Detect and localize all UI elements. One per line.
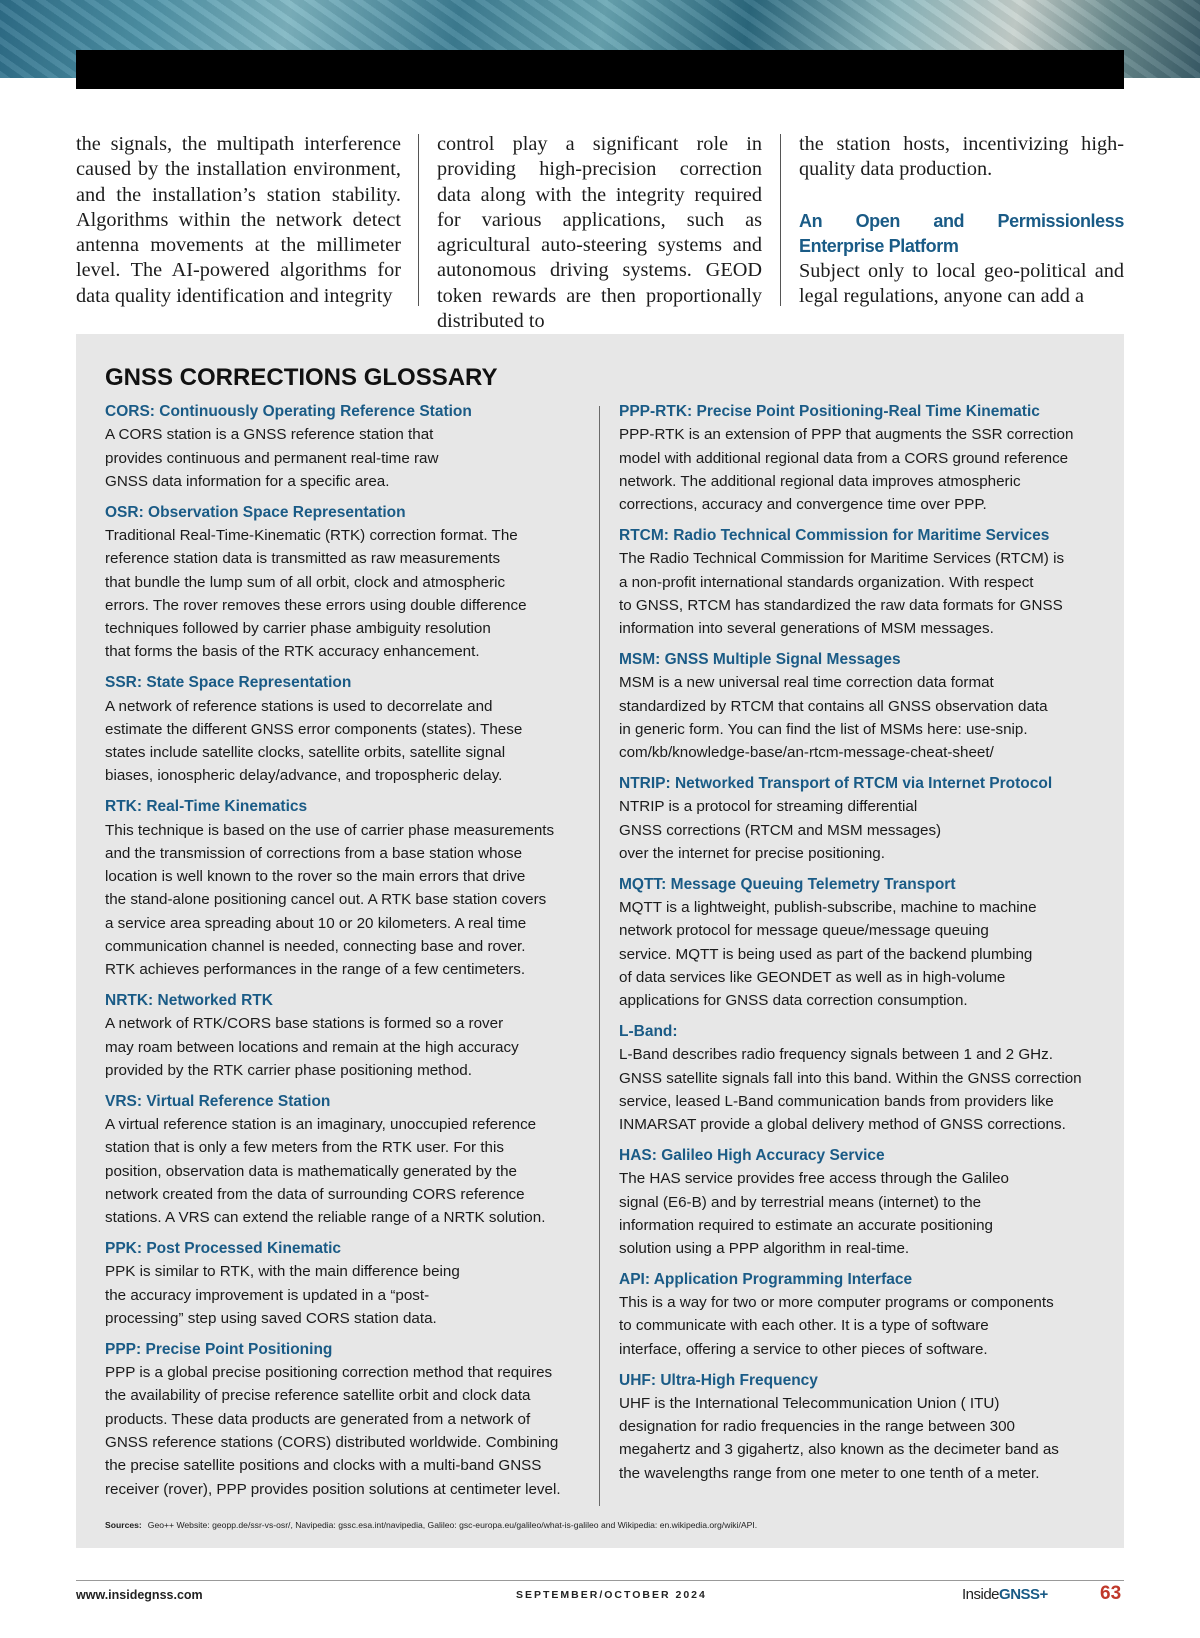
glossary-entry	[105, 671, 575, 787]
column-divider	[780, 134, 781, 306]
glossary-definition: The HAS service provides free access through the Galileo signal (E6-B) and by terrestrial means (internet) to the information required to estimate an accurate positioning solution using a PPP algorithm in real-time.	[619, 1170, 1010, 1258]
glossary-term: OSR: Observation Space Representation	[105, 503, 406, 521]
glossary-term: RTCM: Radio Technical Commission for Maritime Services	[619, 526, 1050, 544]
glossary-definition: NTRIP is a protocol for streaming differential GNSS corrections (RTCM and MSM messages) over the internet for precise positioning.	[619, 798, 942, 862]
glossary-entry	[619, 1268, 1089, 1361]
glossary-definition: PPK is similar to RTK, with the main difference being the accuracy improvement is updated in a “post- processing” step using saved CORS station data.	[105, 1263, 460, 1327]
glossary-definition: UHF is the International Telecommunication Union ( ITU) designation for radio frequencies in the range between 300 megahertz and 3 gigahertz, also known as the decimeter band as the wavelengths range from one meter to one tenth of a meter.	[619, 1394, 1059, 1482]
header-black-bar	[76, 50, 1124, 89]
glossary-term: L-Band:	[619, 1022, 678, 1040]
section-heading: An Open and Permissionless Enterprise Platform	[799, 210, 1124, 256]
glossary-entry	[619, 648, 1089, 764]
glossary-term: RTK: Real-Time Kinematics	[105, 798, 308, 816]
glossary-definition: A network of RTK/CORS base stations is formed so a rover may roam between locations and remain at the high accuracy provided by the RTK carrier phase positioning method.	[105, 1015, 519, 1080]
glossary-entry	[619, 524, 1089, 640]
sources-label: Sources:	[105, 1520, 142, 1530]
glossary-entry	[105, 1237, 575, 1330]
sources-line	[105, 1520, 757, 1530]
glossary-definition: The Radio Technical Commission for Maritime Services (RTCM) is a non-profit international standards organization. With respect to GNSS, RTCM has standardized the raw data formats for GNSS information into several generations of MSM messages.	[619, 550, 1065, 638]
footer-website: www.insidegnss.com	[76, 1588, 203, 1602]
glossary-entry	[619, 1369, 1089, 1485]
glossary-term: MSM: GNSS Multiple Signal Messages	[619, 650, 901, 668]
column-3-body: Subject only to local geo-political and legal regulations, anyone can add a	[799, 260, 1124, 308]
glossary-term: API: Application Programming Interface	[619, 1270, 913, 1288]
glossary-definition: L-Band describes radio frequency signals between 1 and 2 GHz. GNSS satellite signals fall into this band. Within the GNSS correction service, leased L-Band communication bands from providers like INMARSAT provide a global delivery method of GNSS corrections.	[619, 1046, 1082, 1134]
glossary-left-column	[105, 400, 575, 1508]
glossary-column-divider	[599, 406, 600, 1506]
footer-issue-date: SEPTEMBER/OCTOBER 2024	[516, 1589, 707, 1601]
glossary-entry	[105, 1338, 575, 1501]
glossary-definition: PPP is a global precise positioning correction method that requires the availability of precise reference satellite orbit and clock data products. These data products are generated from a network of GNSS reference stations (CORS) distributed worldwide. Combining the precise satellite positions and clocks with a multi-band GNSS receiver (rover), PPP provides position solutions at centimeter level.	[105, 1364, 561, 1498]
glossary-term: MQTT: Message Queuing Telemetry Transport	[619, 875, 956, 893]
glossary-entry	[619, 1020, 1089, 1136]
glossary-definition: A virtual reference station is an imaginary, unoccupied reference station that is only a few meters from the RTK user. For this position, observation data is mathematically generated by the network created from the data of surrounding CORS reference stations. A VRS can extend the reliable range of a NRTK solution.	[105, 1116, 546, 1227]
glossary-entry	[619, 1144, 1089, 1260]
glossary-entry	[619, 400, 1089, 516]
glossary-term: UHF: Ultra-High Frequency	[619, 1371, 818, 1389]
glossary-term: HAS: Galileo High Accuracy Service	[619, 1146, 885, 1164]
column-divider	[418, 134, 419, 306]
article-body	[76, 132, 1124, 333]
glossary-definition: MQTT is a lightweight, publish-subscribe, machine to machine network protocol for message queue/message queuing service. MQTT is being used as part of the backend plumbing of data services like GEONDET as well as in high-volume applications for GNSS data correction consumption.	[619, 898, 1037, 1010]
column-3-intro: the station hosts, incentivizing high-quality data production.	[799, 133, 1124, 181]
glossary-entry	[619, 873, 1089, 1013]
glossary-definition: A network of reference stations is used to decorrelate and estimate the different GNSS error components (states). These states include satellite clocks, satellite orbits, satellite signal biases, ionospheric delay/advance, and tropospheric delay.	[105, 697, 523, 785]
glossary-term: PPP: Precise Point Positioning	[105, 1340, 333, 1358]
glossary-term: PPP-RTK: Precise Point Positioning-Real Time Kinematic	[619, 403, 1040, 420]
page-number: 63	[1100, 1583, 1122, 1604]
glossary-term: NTRIP: Networked Transport of RTCM via Internet Protocol	[619, 774, 1053, 792]
brand-bold: GNSS+	[999, 1586, 1048, 1603]
glossary-definition: This is a way for two or more computer programs or components to communicate with each other. It is a type of software interface, offering a service to other pieces of software.	[619, 1294, 1054, 1358]
glossary-entry	[105, 400, 575, 493]
glossary-definition: PPP-RTK is an extension of PPP that augments the SSR correction model with additional regional data from a CORS ground reference network. The additional regional data improves atmospheric corrections, accuracy and convergence time over PPP.	[619, 426, 1074, 514]
brand-prefix: Inside	[962, 1586, 1000, 1603]
article-column-1	[76, 132, 401, 309]
glossary-term: CORS: Continuously Operating Reference Station	[105, 403, 472, 420]
glossary-term: SSR: State Space Representation	[105, 674, 352, 692]
glossary-definition: This technique is based on the use of carrier phase measurements and the transmission of corrections from a base station whose location is well known to the rover so the main errors that drive the stand-alone positioning cancel out. A RTK base station covers a service area spreading about 10 or 20 kilometers. A real time communication channel is needed, connecting base and rover. RTK achieves performances in the range of a few centimeters.	[105, 821, 555, 979]
footer-rule	[76, 1580, 1124, 1581]
glossary-definition: MSM is a new universal real time correction data format standardized by RTCM that contains all GNSS observation data in generic form. You can find the list of MSMs here: use-snip. com/kb/knowledge-base/an-rtcm-message-cheat-sheet/	[619, 674, 1048, 762]
column-2-text: control play a significant role in providing high-precision correction data along with the integrity required for various applications, such as agricultural auto-steering systems and autonomous driving systems. GEOD token rewards are then proportionally distributed to	[437, 133, 762, 333]
glossary-definition: A CORS station is a GNSS reference station that provides continuous and permanent real-time raw GNSS data information for a specific area.	[105, 426, 439, 490]
glossary-right-column	[619, 400, 1089, 1493]
glossary-entry	[105, 1090, 575, 1230]
footer-brand-logo	[962, 1586, 1048, 1603]
glossary-term: VRS: Virtual Reference Station	[105, 1092, 331, 1110]
glossary-entry	[619, 772, 1089, 865]
sources-text: Geo++ Website: geopp.de/ssr-vs-osr/, Navipedia: gssc.esa.int/navipedia, Galileo: gsc-europa.eu/galileo/what-is-galileo and Wikipedia: en.wikipedia.org/wiki/API.	[147, 1520, 758, 1530]
glossary-definition: Traditional Real-Time-Kinematic (RTK) correction format. The reference station data is transmitted as raw measurements that bundle the lump sum of all orbit, clock and atmospheric errors. The rover removes these errors using double difference techniques followed by carrier phase ambiguity resolution that forms the basis of the RTK accuracy enhancement.	[105, 526, 527, 661]
glossary-box	[76, 334, 1124, 1548]
column-1-text: the signals, the multipath interference caused by the installation environment, and the installation’s station stability. Algorithms within the network detect antenna movements at the millimeter level. The AI-powered algorithms for data quality identification and integrity	[76, 133, 401, 307]
glossary-title: GNSS CORRECTIONS GLOSSARY	[105, 364, 498, 391]
glossary-entry	[105, 989, 575, 1082]
glossary-entry	[105, 501, 575, 664]
glossary-entry	[105, 795, 575, 981]
glossary-term: NRTK: Networked RTK	[105, 992, 273, 1010]
article-column-2	[437, 132, 762, 334]
article-column-3	[799, 132, 1124, 310]
glossary-term: PPK: Post Processed Kinematic	[105, 1240, 342, 1258]
